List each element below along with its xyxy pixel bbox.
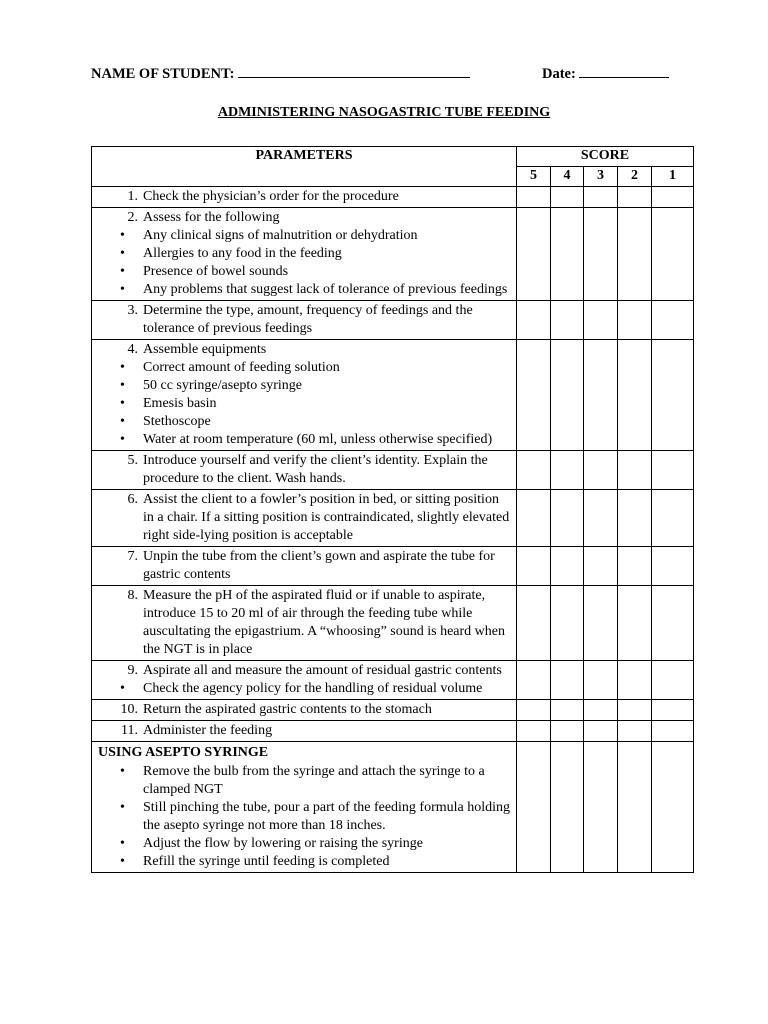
bullet-marker: • [120,414,125,429]
bullet-marker: • [120,681,125,696]
score-cell-1[interactable] [652,547,694,586]
parameter-cell [92,208,517,301]
numbered-item [98,548,512,584]
score-cell-1[interactable] [652,208,694,301]
table-row [92,742,694,873]
bullet-item [98,680,512,698]
score-cell-5[interactable] [517,721,551,742]
score-cell-3[interactable] [584,742,618,873]
score-cell-4[interactable] [551,742,584,873]
bullet-item [98,281,512,299]
score-cell-5[interactable] [517,208,551,301]
score-cell-4[interactable] [551,721,584,742]
item-text: Still pinching the tube, pour a part of the feeding formula holding the asepto syringe not more than 18 inches. [143,800,511,833]
score-cell-4[interactable] [551,490,584,547]
table-row [92,490,694,547]
score-cell-2[interactable] [618,451,652,490]
parameter-cell [92,187,517,208]
parameter-cell [92,721,517,742]
item-text: Check the physician’s order for the procedure [143,189,399,204]
score-cell-3[interactable] [584,661,618,700]
score-header: SCORE [517,147,694,167]
item-text: Correct amount of feeding solution [143,360,340,375]
student-header [91,63,681,83]
table-row [92,208,694,301]
item-text: Any clinical signs of malnutrition or dehydration [143,228,418,243]
bullet-marker: • [120,282,125,297]
item-number: 10. [120,702,138,717]
score-cell-2[interactable] [618,742,652,873]
student-name-label: NAME OF STUDENT: [91,66,235,82]
item-text: Assemble equipments [143,342,267,357]
bullet-item [98,799,512,835]
score-level-3: 3 [584,167,618,187]
score-cell-3[interactable] [584,547,618,586]
item-number: 6. [127,492,138,507]
parameter-cell [92,490,517,547]
item-text: Allergies to any food in the feeding [143,246,342,261]
score-cell-5[interactable] [517,661,551,700]
score-cell-5[interactable] [517,586,551,661]
parameter-cell [92,700,517,721]
item-text: Aspirate all and measure the amount of residual gastric contents [143,663,502,678]
bullet-marker: • [120,360,125,375]
item-number: 4. [127,342,138,357]
date-block [542,63,669,83]
document-title: ADMINISTERING NASOGASTRIC TUBE FEEDING [217,105,551,120]
score-cell-4[interactable] [551,208,584,301]
numbered-item [98,188,512,206]
table-row [92,661,694,700]
table-row [92,301,694,340]
score-cell-1[interactable] [652,187,694,208]
item-text: Presence of bowel sounds [143,264,289,279]
item-number: 2. [127,210,138,225]
item-text: Adjust the flow by lowering or raising the syringe [143,836,423,851]
item-text: Check the agency policy for the handling of residual volume [143,681,483,696]
table-row [92,721,694,742]
bullet-marker: • [120,854,125,869]
table-row [92,187,694,208]
score-cell-5[interactable] [517,340,551,451]
numbered-item [98,302,512,338]
score-cell-3[interactable] [584,490,618,547]
bullet-marker: • [120,264,125,279]
item-text: 50 cc syringe/asepto syringe [143,378,303,393]
bullet-marker: • [120,432,125,447]
score-cell-3[interactable] [584,301,618,340]
item-text: Stethoscope [143,414,211,429]
section-heading: USING ASEPTO SYRINGE [98,745,269,760]
bullet-item [98,227,512,245]
table-row [92,547,694,586]
item-text: Remove the bulb from the syringe and attach the syringe to a clamped NGT [143,764,485,797]
score-cell-4[interactable] [551,451,584,490]
item-text: Refill the syringe until feeding is completed [143,854,390,869]
score-cell-1[interactable] [652,700,694,721]
score-cell-4[interactable] [551,700,584,721]
score-cell-2[interactable] [618,547,652,586]
item-number: 1. [127,189,138,204]
score-cell-1[interactable] [652,301,694,340]
numbered-item [98,209,512,227]
item-text: Water at room temperature (60 ml, unless otherwise specified) [143,432,493,447]
numbered-item [98,587,512,659]
bullet-marker: • [120,228,125,243]
item-text: Return the aspirated gastric contents to the stomach [143,702,432,717]
table-row [92,451,694,490]
student-name-blank [238,63,470,78]
score-cell-2[interactable] [618,586,652,661]
score-cell-3[interactable] [584,586,618,661]
score-cell-5[interactable] [517,742,551,873]
bullet-item [98,835,512,853]
score-cell-3[interactable] [584,208,618,301]
score-cell-3[interactable] [584,187,618,208]
score-cell-1[interactable] [652,340,694,451]
item-text: Any problems that suggest lack of tolerance of previous feedings [143,282,508,297]
item-number: 11. [121,723,138,738]
numbered-item [98,452,512,488]
score-cell-2[interactable] [618,208,652,301]
parameter-cell [92,661,517,700]
table-row [92,586,694,661]
date-blank [579,63,669,78]
item-text: Emesis basin [143,396,217,411]
bullet-item [98,245,512,263]
parameter-cell [92,451,517,490]
bullet-marker: • [120,764,125,779]
item-number: 9. [127,663,138,678]
score-cell-3[interactable] [584,721,618,742]
score-cell-1[interactable] [652,742,694,873]
score-cell-1[interactable] [652,661,694,700]
bullet-item [98,413,512,431]
score-cell-1[interactable] [652,721,694,742]
score-cell-5[interactable] [517,490,551,547]
item-text: Assist the client to a fowler’s position in bed, or sitting position in a chair. If a sitting position is contraindicated, slightly elevated right side-lying position is acceptable [143,492,510,543]
item-number: 7. [127,549,138,564]
bullet-item [98,377,512,395]
item-text: Assess for the following [143,210,280,225]
parameter-cell [92,340,517,451]
score-level-2: 2 [618,167,652,187]
evaluation-table [91,146,694,873]
numbered-item [98,341,512,359]
bullet-item [98,763,512,799]
score-cell-2[interactable] [618,721,652,742]
parameters-body [92,187,694,873]
score-level-4: 4 [551,167,584,187]
score-cell-4[interactable] [551,661,584,700]
score-cell-3[interactable] [584,451,618,490]
score-cell-2[interactable] [618,661,652,700]
bullet-marker: • [120,836,125,851]
numbered-item [98,491,512,545]
item-text: Administer the feeding [143,723,273,738]
score-cell-1[interactable] [652,586,694,661]
score-level-1: 1 [652,167,694,187]
score-cell-2[interactable] [618,700,652,721]
score-cell-4[interactable] [551,187,584,208]
score-cell-2[interactable] [618,340,652,451]
score-cell-4[interactable] [551,547,584,586]
score-cell-1[interactable] [652,490,694,547]
score-cell-3[interactable] [584,340,618,451]
score-level-5: 5 [517,167,551,187]
date-label: Date: [542,66,576,82]
score-cell-2[interactable] [618,301,652,340]
score-cell-5[interactable] [517,451,551,490]
numbered-item [98,722,512,740]
bullet-item [98,359,512,377]
item-text: Unpin the tube from the client’s gown and aspirate the tube for gastric contents [143,549,495,582]
item-number: 5. [127,453,138,468]
bullet-marker: • [120,396,125,411]
score-cell-2[interactable] [618,187,652,208]
item-text: Measure the pH of the aspirated fluid or if unable to aspirate, introduce 15 to 20 ml of air through the feeding tube while auscultating the epigastrium. A “whoosing” sound is heard when the NGT is in place [143,588,505,657]
score-cell-5[interactable] [517,187,551,208]
parameter-cell [92,586,517,661]
bullet-item [98,431,512,449]
score-cell-4[interactable] [551,340,584,451]
parameter-cell [92,547,517,586]
parameter-cell [92,742,517,873]
parameter-cell [92,301,517,340]
item-text: Introduce yourself and verify the client’s identity. Explain the procedure to the client. Wash hands. [143,453,488,486]
score-cell-3[interactable] [584,700,618,721]
parameters-header: PARAMETERS [92,147,517,187]
score-cell-2[interactable] [618,490,652,547]
score-cell-5[interactable] [517,700,551,721]
numbered-item [98,662,512,680]
bullet-item [98,853,512,871]
bullet-marker: • [120,246,125,261]
score-cell-4[interactable] [551,586,584,661]
score-cell-1[interactable] [652,451,694,490]
numbered-item [98,701,512,719]
score-cell-5[interactable] [517,547,551,586]
bullet-marker: • [120,378,125,393]
bullet-item [98,395,512,413]
bullet-marker: • [120,800,125,815]
table-row [92,700,694,721]
bullet-item [98,263,512,281]
table-row [92,340,694,451]
item-text: Determine the type, amount, frequency of feedings and the tolerance of previous feedings [143,303,473,336]
score-cell-5[interactable] [517,301,551,340]
item-number: 8. [127,588,138,603]
item-number: 3. [127,303,138,318]
score-cell-4[interactable] [551,301,584,340]
